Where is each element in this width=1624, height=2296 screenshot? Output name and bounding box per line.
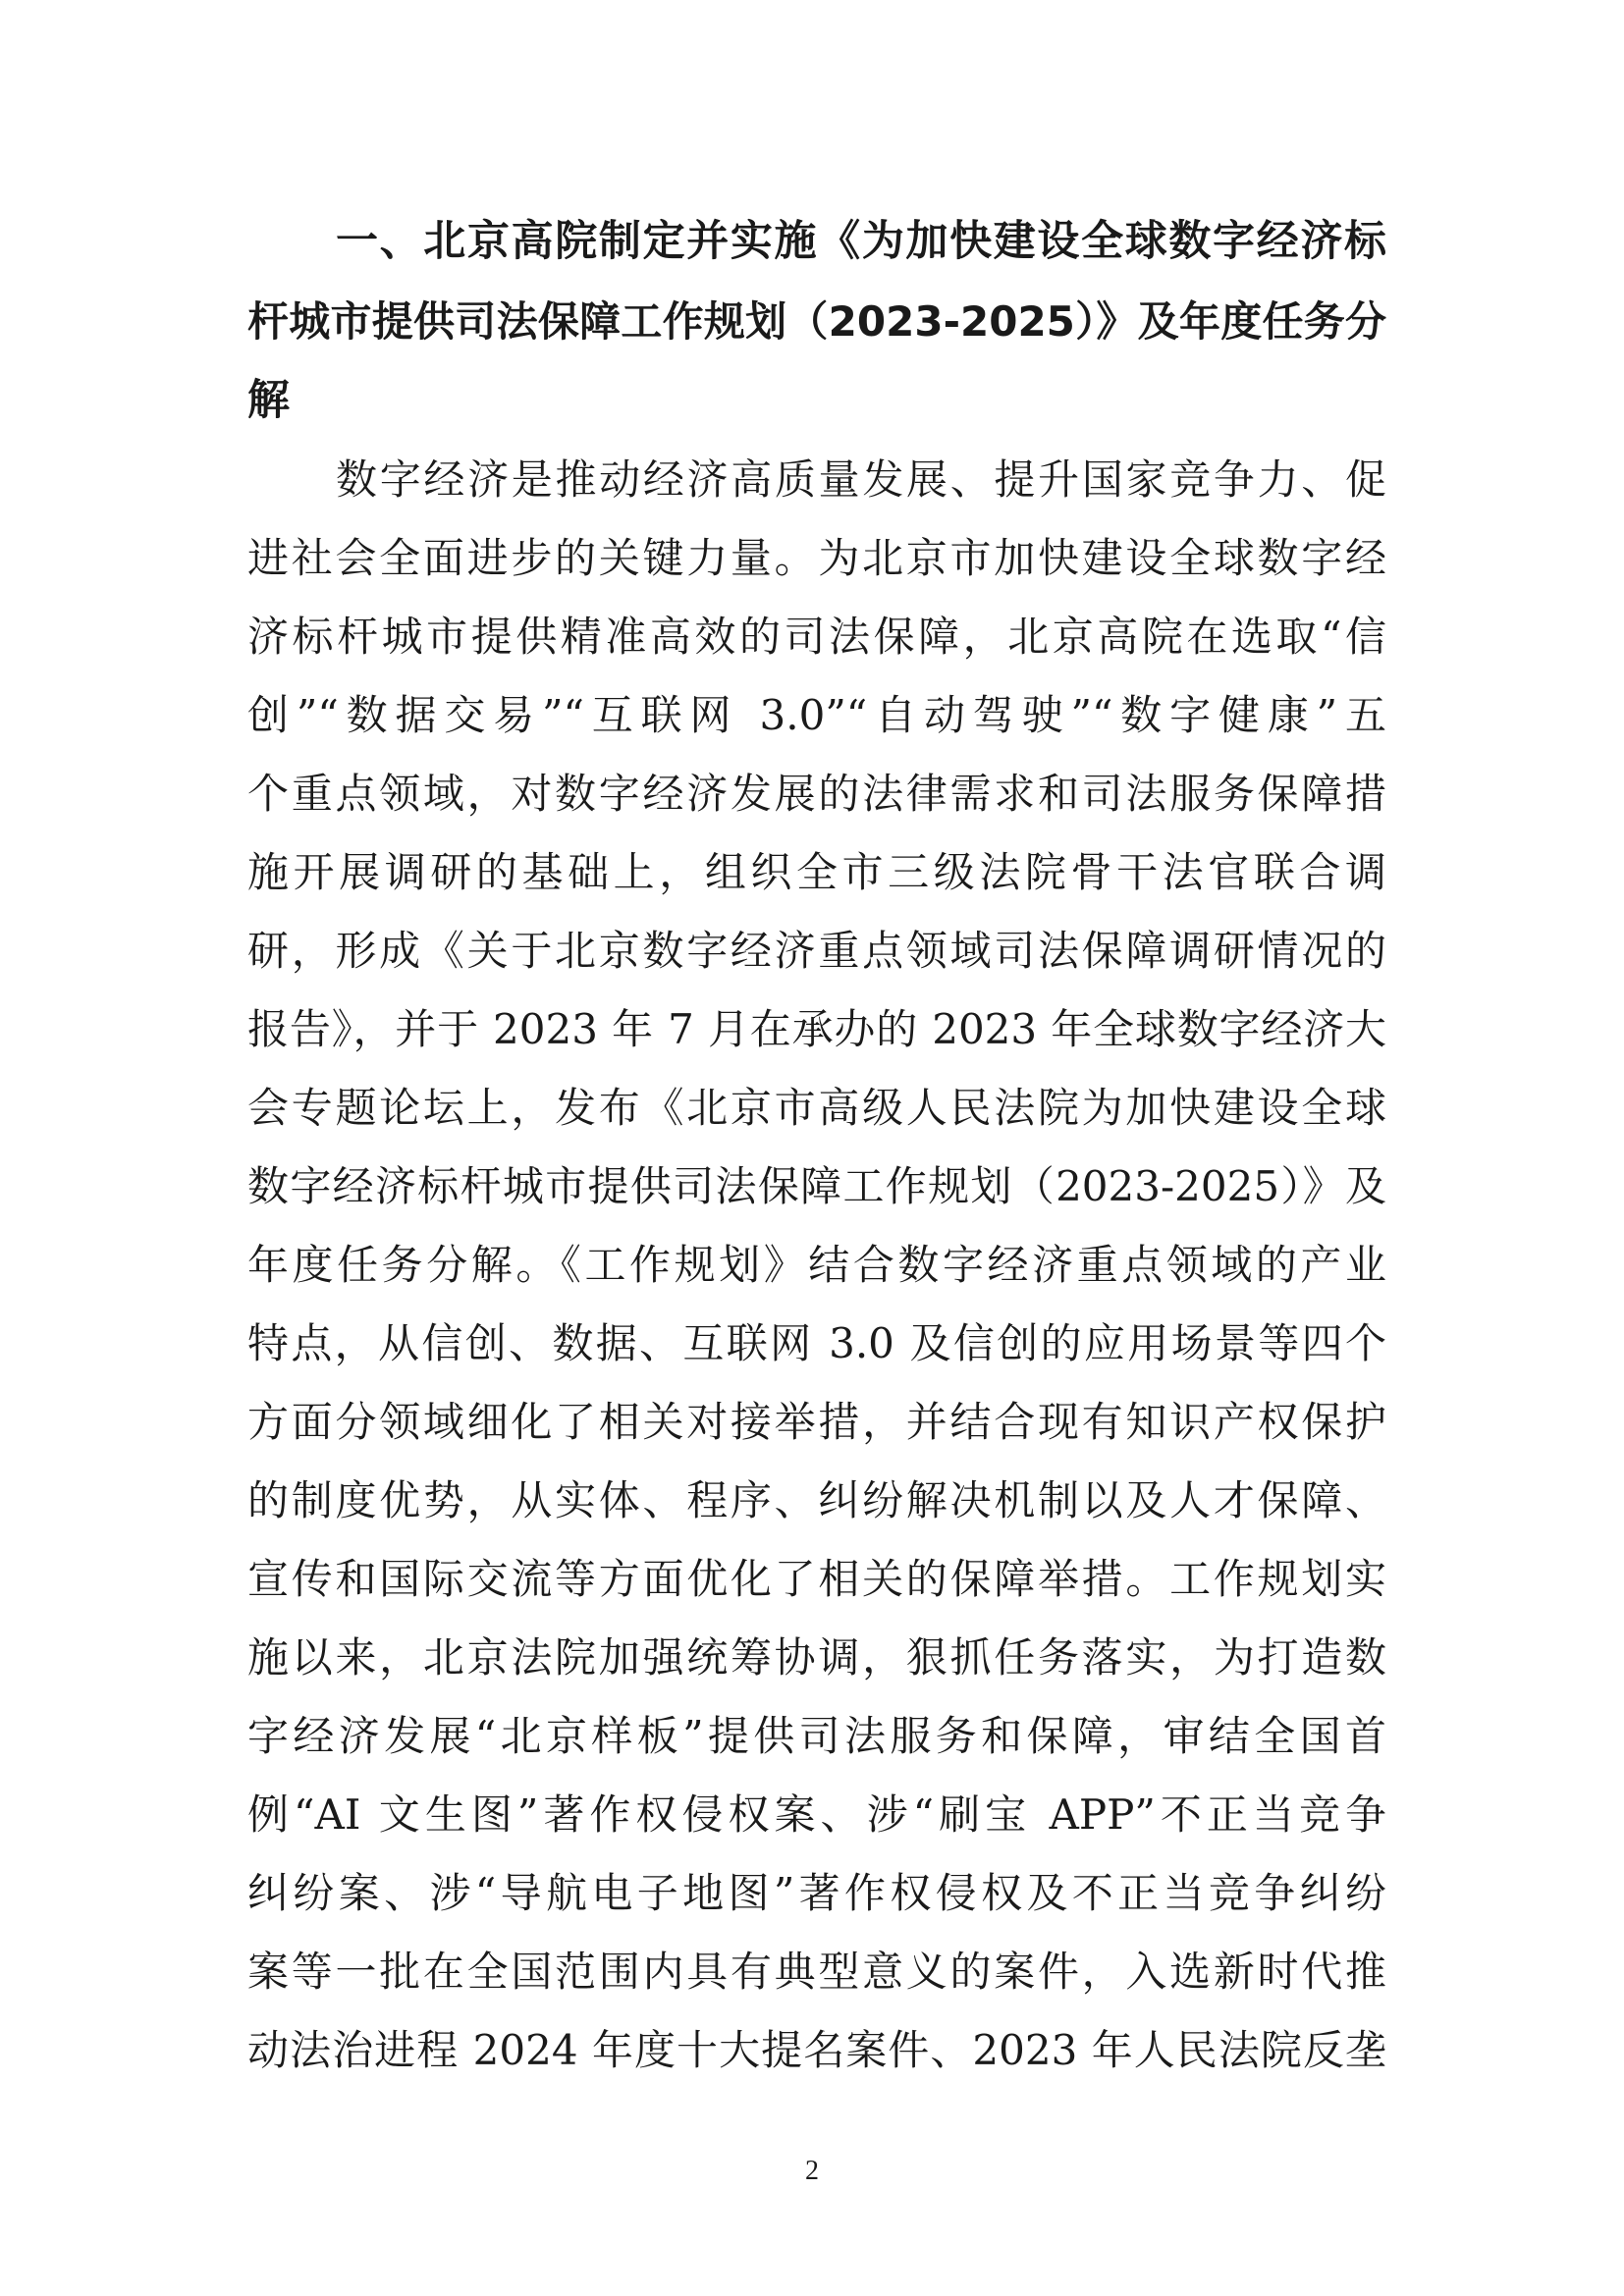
paragraph-line: 施开展调研的基础上，组织全市三级法院骨干法官联合调	[247, 848, 1386, 896]
paragraph-line: 字经济发展“北京样板”提供司法服务和保障，审结全国首	[247, 1712, 1386, 1760]
heading-line: 一、北京高院制定并实施《为加快建设全球数字经济标	[336, 217, 1386, 266]
page-number: 2	[805, 2156, 819, 2186]
paragraph-line: 济标杆城市提供精准高效的司法保障，北京高院在选取“信	[247, 613, 1386, 661]
paragraph-line: 案等一批在全国范围内具有典型意义的案件，入选新时代推	[247, 1948, 1386, 1996]
paragraph-line: 施以来，北京法院加强统筹协调，狠抓任务落实，为打造数	[247, 1633, 1386, 1682]
paragraph-line: 的制度优势，从实体、程序、纠纷解决机制以及人才保障、	[247, 1476, 1386, 1524]
paragraph-line: 纠纷案、涉“导航电子地图”著作权侵权及不正当竞争纠纷	[247, 1869, 1386, 1917]
paragraph-line: 方面分领域细化了相关对接举措，并结合现有知识产权保护	[247, 1398, 1386, 1446]
heading-line: 解	[247, 376, 290, 425]
paragraph-line: 数字经济是推动经济高质量发展、提升国家竞争力、促	[336, 455, 1386, 504]
paragraph-line: 研，形成《关于北京数字经济重点领域司法保障调研情况的	[247, 927, 1386, 975]
paragraph-line: 进社会全面进步的关键力量。为北京市加快建设全球数字经	[247, 534, 1386, 582]
paragraph-line: 特点，从信创、数据、互联网 3.0 及信创的应用场景等四个	[247, 1319, 1386, 1367]
paragraph-line: 个重点领域，对数字经济发展的法律需求和司法服务保障措	[247, 770, 1386, 818]
paragraph-line: 会专题论坛上，发布《北京市高级人民法院为加快建设全球	[247, 1084, 1386, 1132]
paragraph-line: 宣传和国际交流等方面优化了相关的保障举措。工作规划实	[247, 1555, 1386, 1603]
paragraph-line: 报告》，并于 2023 年 7 月在承办的 2023 年全球数字经济大	[247, 1005, 1386, 1053]
paragraph-line: 数字经济标杆城市提供司法保障工作规划（2023-2025）》及	[247, 1162, 1386, 1210]
heading-line: 杆城市提供司法保障工作规划（2023-2025）》及年度任务分	[247, 297, 1386, 346]
paragraph-line: 例“AI 文生图”著作权侵权案、涉“刷宝 APP”不正当竞争	[247, 1790, 1386, 1839]
paragraph-line: 动法治进程 2024 年度十大提名案件、2023 年人民法院反垄	[247, 2026, 1386, 2074]
paragraph-line: 创”“数据交易”“互联网 3.0”“自动驾驶”“数字健康”五	[247, 691, 1386, 739]
paragraph-line: 年度任务分解。《工作规划》结合数字经济重点领域的产业	[247, 1241, 1386, 1289]
